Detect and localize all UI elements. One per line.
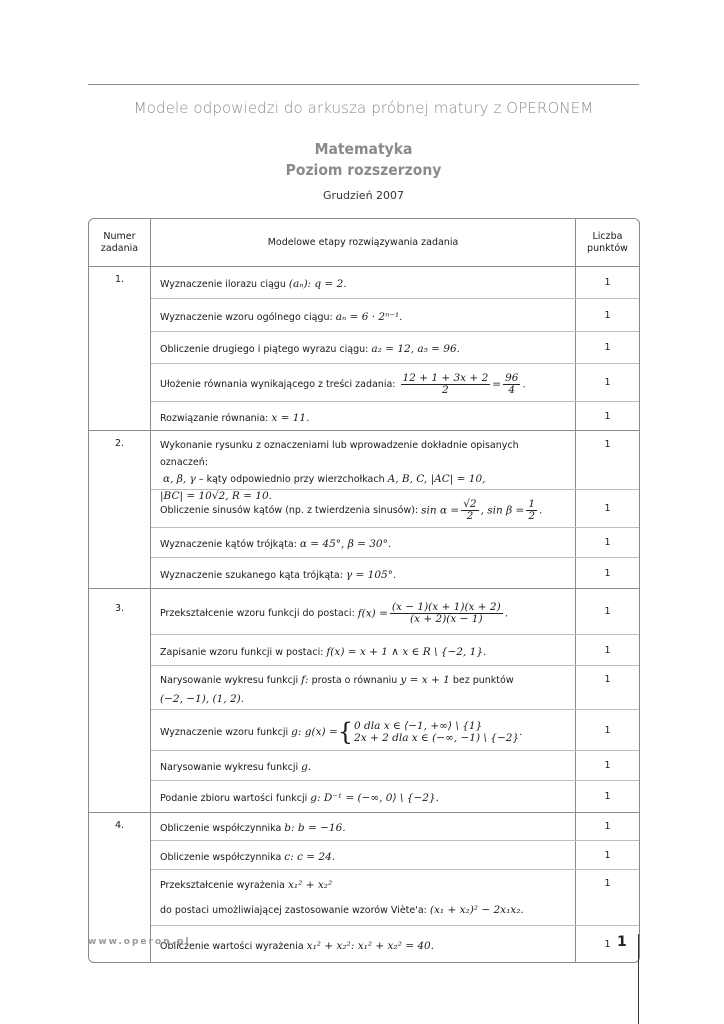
points-value: 1: [575, 558, 639, 588]
exam-date: Grudzień 2007: [322, 189, 405, 202]
table-row: Wykonanie rysunku z oznaczeniami lub wprowadzenie dokładnie opisanych oznaczeń: α, β, γ – kąty odpowiednio przy wierzchołkach A, B, C, |AC| = 10, |BC| = 10√2, R = 10. 1: [151, 431, 639, 490]
table-row: Wyznaczenie ilorazu ciągu (aₙ): q = 2. 1: [151, 267, 639, 299]
table-row: Ułożenie równania wynikającego z treści zadania: $\frac{12 + 1 + 3x + 2}{2}$ = $\frac{96}{4}$ . 1: [151, 364, 639, 402]
page-number: 1: [617, 934, 627, 950]
points-value: 1: [575, 364, 639, 401]
table-header: [89, 219, 639, 267]
table-row: Narysowanie wykresu funkcji f: prosta o równaniu y = x + 1 bez punktów (−2, −1), (1, 2). 1: [151, 666, 639, 710]
table-row: Podanie zbioru wartości funkcji g: D⁻¹ = (−∞, 0⟩ \ {−2}. 1: [151, 781, 639, 812]
fraction: $\frac{96}{4}$: [505, 372, 519, 396]
header-rule: [88, 84, 639, 85]
header-steps: Modelowe etapy rozwiązywania zadania: [267, 236, 459, 248]
points-value: 1: [575, 926, 639, 962]
answer-key-table: [88, 218, 640, 963]
points-value: 1: [575, 635, 639, 665]
footer-url: www.operon.pl: [88, 937, 191, 947]
points-value: 1: [575, 870, 639, 925]
points-value: 1: [575, 528, 639, 557]
curly-brace: {: [337, 718, 354, 746]
table-row: Obliczenie współczynnika c: c = 24. 1: [151, 841, 639, 870]
task-group-2: [89, 431, 639, 589]
points-value: 1: [575, 490, 639, 527]
points-value: 1: [575, 813, 639, 840]
table-row: Wyznaczenie kątów trójkąta: α = 45°, β = 30°. 1: [151, 528, 639, 558]
side-rule: [638, 934, 639, 1024]
points-value: 1: [575, 710, 639, 750]
task-number: 2.: [89, 431, 151, 588]
points-value: 1: [575, 751, 639, 780]
table-row: Obliczenie współczynnika b: b = −16. 1: [151, 813, 639, 841]
task-number: 4.: [89, 813, 151, 962]
task-group-1: [89, 267, 639, 431]
points-value: 1: [575, 666, 639, 709]
table-row: Zapisanie wzoru funkcji w postaci: f(x) = x + 1 ∧ x ∈ R \ {−2, 1}. 1: [151, 635, 639, 666]
fraction: $\frac{12 + 1 + 3x + 2}{2}$: [402, 372, 489, 396]
header-number: Numer zadania: [89, 219, 151, 266]
table-row: Wyznaczenie wzoru funkcji g: g(x) = { 0 dla x ∈ ⟨−1, +∞⟩ \ {1} 2x + 2 dla x ∈ (−∞, −1) \ {−2} . 1: [151, 710, 639, 751]
points-value: 1: [575, 841, 639, 869]
header-points: Liczba punktów: [575, 219, 639, 266]
points-value: 1: [575, 402, 639, 430]
task-number: 1.: [89, 267, 151, 430]
task-number: 3.: [89, 589, 151, 812]
fraction: $\frac{(x - 1)(x + 1)(x + 2)}{(x + 2)(x - 1)}$: [391, 601, 501, 625]
table-row: Obliczenie sinusów kątów (np. z twierdzenia sinusów): sin α = $\frac{√2}{2}$ , sin β = $\frac{1}{2}$ . 1: [151, 490, 639, 528]
table-row: Narysowanie wykresu funkcji g. 1: [151, 751, 639, 781]
table-row: Wyznaczenie szukanego kąta trójkąta: γ = 105°. 1: [151, 558, 639, 588]
table-row: Wyznaczenie wzoru ogólnego ciągu: aₙ = 6 · 2ⁿ⁻¹. 1: [151, 299, 639, 332]
points-value: 1: [575, 431, 639, 489]
table-row: Obliczenie wartości wyrażenia x₁² + x₂²: x₁² + x₂² = 40. 1: [151, 926, 639, 962]
fraction: $\frac{1}{2}$: [528, 498, 536, 522]
subject-heading: [88, 139, 639, 181]
points-value: 1: [575, 589, 639, 634]
points-value: 1: [575, 781, 639, 812]
document-title: Modele odpowiedzi do arkusza próbnej matury z OPERONEM: [133, 99, 594, 117]
table-row: Przekształcenie wyrażenia x₁² + x₂² do postaci umożliwiającej zastosowanie wzorów Viète'a: (x₁ + x₂)² − 2x₁x₂. 1: [151, 870, 639, 926]
points-value: 1: [575, 332, 639, 363]
points-value: 1: [575, 267, 639, 298]
task-group-3: [89, 589, 639, 813]
subject-level: Poziom rozszerzony: [285, 161, 442, 179]
table-row: Obliczenie drugiego i piątego wyrazu ciągu: a₂ = 12, a₅ = 96. 1: [151, 332, 639, 364]
subject-name: Matematyka: [314, 140, 413, 158]
table-row: Przekształcenie wzoru funkcji do postaci: f(x) = $\frac{(x - 1)(x + 1)(x + 2)}{(x + 2)(x - 1)}$ . 1: [151, 589, 639, 635]
fraction: $\frac{√2}{2}$: [463, 498, 477, 522]
points-value: 1: [575, 299, 639, 331]
table-row: Rozwiązanie równania: x = 11. 1: [151, 402, 639, 430]
